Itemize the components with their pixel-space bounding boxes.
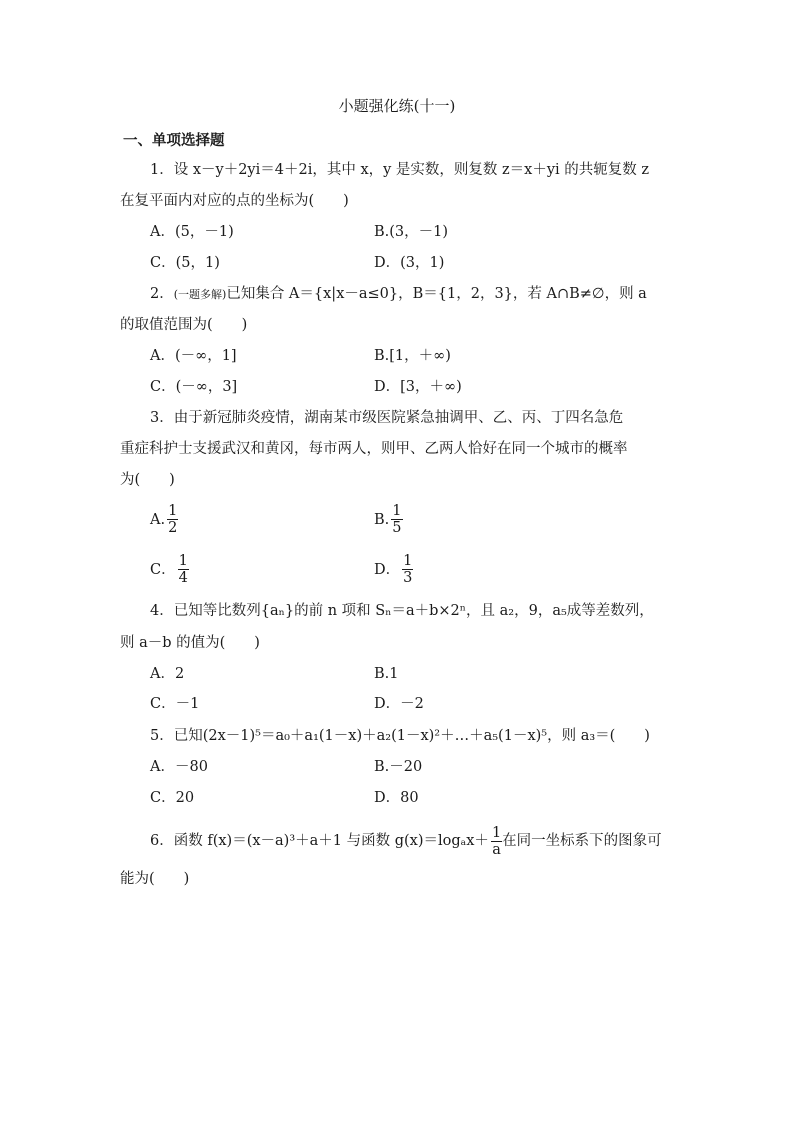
q2-tag: (一题多解) <box>173 288 227 301</box>
fraction-numerator: 1 <box>392 503 402 519</box>
q2-line1-text: 已知集合 A＝{x|x－a≤0}，B＝{1，2，3}，若 A∩B≠∅，则 a <box>226 286 647 302</box>
q1-option-a: A．(5，－1) <box>150 224 234 240</box>
q3-option-a-label: A. <box>150 511 166 528</box>
q6-line1 <box>150 823 662 859</box>
q3-option-d-label: D． <box>374 561 401 578</box>
q2-option-c: C．(－∞，3] <box>150 379 238 395</box>
q3-option-b <box>374 503 403 536</box>
q3-option-b-fraction <box>391 503 402 536</box>
q1-option-b: B.(3，－1) <box>374 224 449 240</box>
q4-line1: 4．已知等比数列{aₙ}的前 n 项和 Sₙ＝a＋b×2ⁿ，且 a₂，9，a₅成等差数列， <box>150 603 654 619</box>
q3-option-c-label: C． <box>150 561 176 578</box>
q3-option-c-fraction <box>178 553 189 586</box>
q2-line1 <box>150 284 647 305</box>
q3-option-d-fraction <box>402 553 413 586</box>
q4-option-a: A．2 <box>150 666 185 682</box>
q5-option-b: B.－20 <box>374 759 423 775</box>
q2-number: 2． <box>150 286 174 302</box>
q3-option-a <box>150 503 178 536</box>
q4-line2: 则 a－b 的值为( ) <box>120 635 260 651</box>
fraction-denominator: 3 <box>403 570 413 586</box>
q3-option-c <box>150 553 189 586</box>
fraction-numerator: 1 <box>491 824 502 841</box>
q2-option-d: D．[3，＋∞) <box>374 379 462 395</box>
q3-line3: 为( ) <box>120 472 175 488</box>
fraction-denominator: 4 <box>178 570 188 586</box>
fraction-denominator: 2 <box>168 520 178 536</box>
q5-line1: 5．已知(2x－1)⁵＝a₀＋a₁(1－x)＋a₂(1－x)²＋…＋a₅(1－x)⁵，则 a₃＝( ) <box>150 728 650 744</box>
q3-option-a-fraction <box>167 503 178 536</box>
q5-option-c: C．20 <box>150 790 195 806</box>
q3-option-d <box>374 553 413 586</box>
fraction-denominator: 5 <box>392 520 402 536</box>
q6-line1-after: 在同一坐标系下的图象可 <box>502 833 662 849</box>
q3-line2: 重症科护士支援武汉和黄冈，每市两人，则甲、乙两人恰好在同一个城市的概率 <box>120 441 628 457</box>
q3-option-b-label: B. <box>374 511 390 528</box>
q1-option-d: D．(3，1) <box>374 255 445 271</box>
page-title: 小题强化练(十一) <box>338 97 456 115</box>
q1-line2: 在复平面内对应的点的坐标为( ) <box>120 193 349 209</box>
q4-option-b: B.1 <box>374 666 399 682</box>
q4-option-d: D．－2 <box>374 696 424 712</box>
q2-option-b: B.[1，＋∞) <box>374 348 451 364</box>
fraction-numerator: 1 <box>178 553 188 569</box>
fraction-numerator: 1 <box>168 503 178 519</box>
q6-fraction <box>491 825 502 858</box>
q2-option-a: A．(－∞，1] <box>150 348 237 364</box>
q3-line1: 3．由于新冠肺炎疫情，湖南某市级医院紧急抽调甲、乙、丙、丁四名急危 <box>150 410 624 426</box>
q1-option-c: C．(5，1) <box>150 255 220 271</box>
fraction-denominator: a <box>492 841 501 858</box>
q6-line1-before: 6．函数 f(x)＝(x－a)³＋a＋1 与函数 g(x)＝logₐx＋ <box>150 833 489 849</box>
section-heading: 一、单项选择题 <box>123 132 225 149</box>
fraction-numerator: 1 <box>403 553 413 569</box>
q6-line2: 能为( ) <box>120 871 190 887</box>
q5-option-d: D．80 <box>374 790 419 806</box>
q2-line2: 的取值范围为( ) <box>120 317 248 333</box>
q4-option-c: C．－1 <box>150 696 200 712</box>
q5-option-a: A．－80 <box>150 759 208 775</box>
q1-line1: 1．设 x－y＋2yi＝4＋2i，其中 x，y 是实数，则复数 z＝x＋yi 的共轭复数 z <box>150 162 650 178</box>
